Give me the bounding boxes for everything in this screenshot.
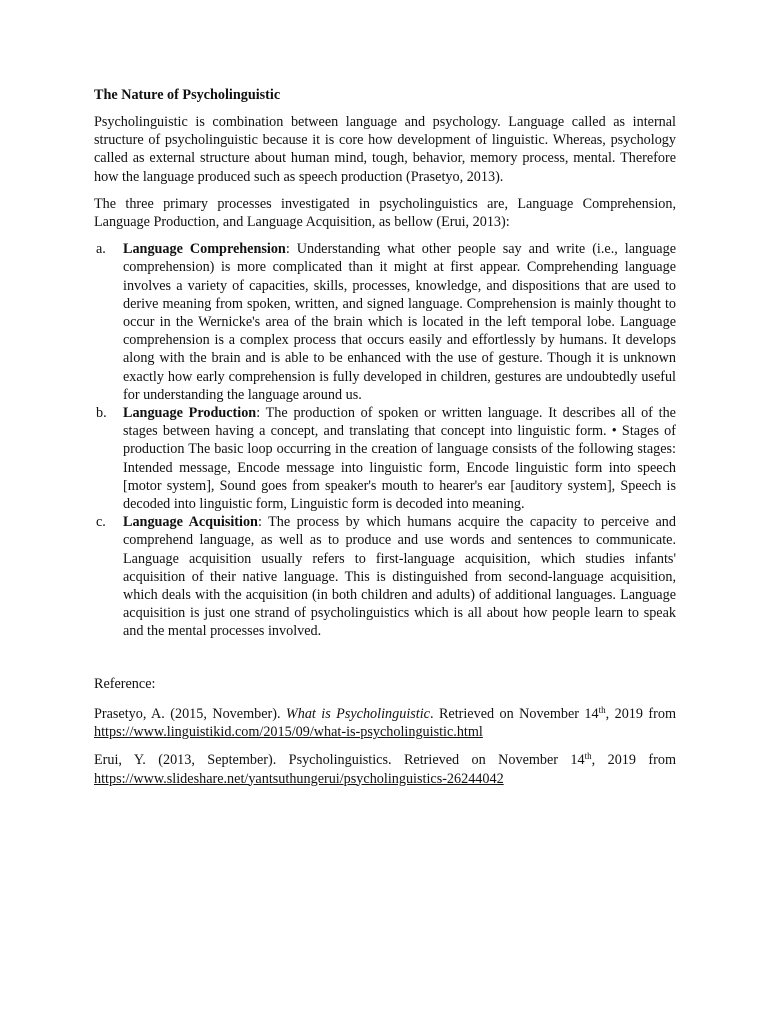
lead-paragraph: The three primary processes investigated in psycholinguistics are, Language Comprehension, Language Production, and Language Acquisition, as bellow (Erui, 2013):	[94, 195, 676, 231]
list-item-body	[123, 240, 676, 404]
reference-link[interactable]: https://www.linguistikid.com/2015/09/what-is-psycholinguistic.html	[94, 724, 483, 741]
reference-entry-prasetyo	[94, 705, 676, 741]
list-item-description: : Understanding what other people say and write (i.e., language comprehension) is more complicated than it might at first appear. Comprehending language involves a variety of capacities, skills, processes, knowledge, and dispositions that are used to derive meaning from spoken, written, and signed language. Comprehension is mainly thought to occur in the Wernicke's area of the brain which is located in the left temporal lobe. Language comprehension is a complex process that occurs easily and effortlessly by humans. It develops along with the brain and is able to be enhanced with the use of gesture. Though it is unknown exactly how early comprehension is fully developed in children, gestures are undoubtedly useful for understanding the language around us.	[123, 241, 676, 403]
list-item-term: Language Acquisition	[123, 514, 258, 531]
process-list	[94, 240, 676, 640]
reference-link[interactable]: https://www.slideshare.net/yantsuthungerui/psycholinguistics-26244042	[94, 770, 504, 787]
ordinal-suffix: th	[584, 751, 592, 762]
reference-text: , 2019 from	[591, 752, 676, 769]
document-title: The Nature of Psycholinguistic	[94, 87, 281, 103]
list-item-body	[123, 513, 676, 640]
reference-text: . Retrieved on November 14	[429, 705, 599, 722]
list-item-description: : The process by which humans acquire the capacity to perceive and comprehend language, as well as to produce and use words and sentences to communicate. Language acquisition usually refers to first-language acquisition, which studies infants' acquisition of their native language. This is distinguished from second-language acquisition, which deals with the acquisition (in both children and adults) of additional languages. Language acquisition is just one strand of psycholinguistics which is all about how people learn to speak and the mental processes involved.	[123, 514, 676, 640]
reference-heading: Reference:	[94, 675, 156, 692]
list-item-term: Language Production	[123, 405, 257, 422]
list-marker: c.	[96, 514, 106, 531]
list-item-acquisition	[94, 513, 676, 640]
reference-entry-erui	[94, 751, 676, 787]
intro-paragraph: Psycholinguistic is combination between language and psychology. Language called as internal structure of psycholinguistic because it is core how development of linguistic. Whereas, psychology called as external structure about human mind, tough, behavior, memory process, mental. Therefore how the language produced such as speech production (Prasetyo, 2013).	[94, 114, 676, 185]
list-item-description: : The production of spoken or written language. It describes all of the stages between having a concept, and translating that concept into linguistic form. • Stages of production The basic loop occurring in the creation of language consists of the following stages: Intended message, Encode message into linguistic form, Encode linguistic form into speech [motor system], Sound goes from speaker's mouth to hearer's ear [auditory system], Speech is decoded into linguistic form, Linguistic form is decoded into meaning.	[123, 405, 676, 513]
list-item-term: Language Comprehension	[123, 241, 286, 258]
reference-text: Prasetyo, A. (2015, November).	[94, 705, 286, 722]
list-marker: b.	[96, 405, 107, 422]
reference-title: What is Psycholinguistic	[285, 705, 430, 722]
list-item-comprehension	[94, 240, 676, 404]
list-marker: a.	[96, 241, 106, 258]
ordinal-suffix: th	[598, 704, 606, 715]
reference-text: , 2019 from	[605, 705, 676, 722]
list-item-production	[94, 404, 676, 513]
list-item-body	[123, 404, 676, 513]
reference-text: Erui, Y. (2013, September). Psycholinguistics. Retrieved on November 14	[94, 752, 585, 769]
